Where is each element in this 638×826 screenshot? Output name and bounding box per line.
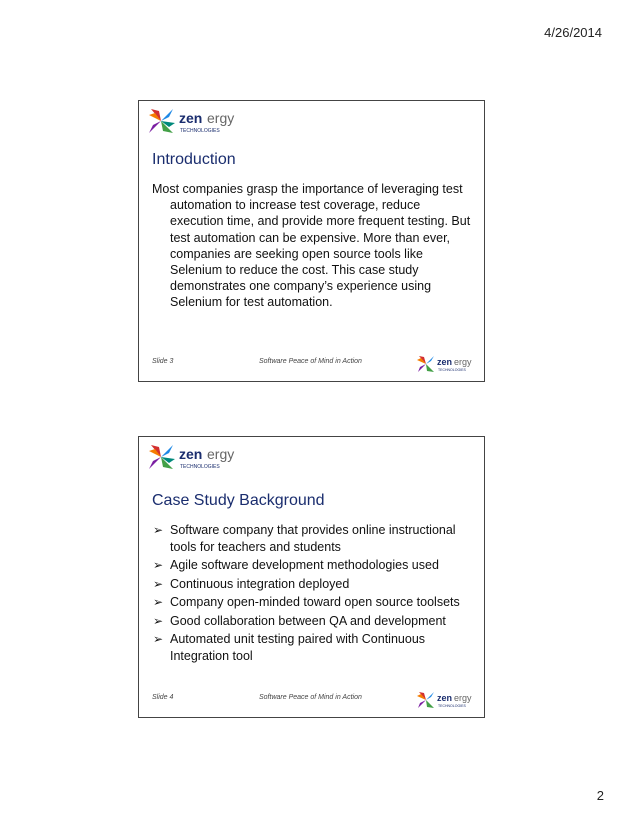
list-item: ➢ Software company that provides online instructional tools for teachers and students — [153, 523, 456, 554]
list-item: ➢ Automated unit testing paired with Continuous Integration tool — [153, 632, 426, 663]
zenergy-footer-logo — [416, 689, 478, 711]
svg-text:TECHNOLOGIES: TECHNOLOGIES — [180, 464, 220, 470]
slide-number: Slide 4 — [152, 694, 174, 701]
svg-text:ergy: ergy — [454, 693, 472, 703]
svg-text:ergy: ergy — [454, 357, 472, 367]
page-number: 2 — [596, 788, 604, 803]
svg-text:TECHNOLOGIES: TECHNOLOGIES — [438, 368, 466, 372]
pinwheel-icon — [417, 692, 434, 708]
arrow-bullet-icon: ➢ — [153, 632, 164, 646]
list-item: ➢ Good collaboration between QA and development — [153, 613, 446, 628]
slide-title: Introduction — [152, 151, 236, 168]
slide-4 — [138, 436, 485, 718]
pinwheel-icon — [417, 356, 434, 372]
svg-text:zen: zen — [179, 446, 203, 462]
zenergy-logo — [147, 441, 247, 473]
footer-tagline: Software Peace of Mind in Action — [259, 358, 362, 365]
arrow-bullet-icon: ➢ — [153, 576, 164, 591]
list-item: ➢ Company open-minded toward open source toolsets — [153, 595, 460, 609]
footer-tagline: Software Peace of Mind in Action — [259, 694, 362, 701]
zenergy-logo — [147, 105, 247, 137]
arrow-bullet-icon: ➢ — [153, 523, 164, 537]
svg-text:zen: zen — [437, 693, 453, 703]
slide-number: Slide 3 — [152, 358, 174, 365]
arrow-bullet-icon: ➢ — [153, 613, 164, 628]
slide-footer — [139, 689, 484, 713]
intro-paragraph: Most companies grasp the importance of leveraging test automation to increase test coverage, reduce execution time, and provide more frequent testing. But test automation can be expensive. More than ever, companies are seeking open source tools like Selenium to reduce the cost. This case study demonstrates one company’s experience using Selenium for test automation. — [152, 182, 471, 310]
page-date: 4/26/2014 — [544, 25, 602, 40]
svg-text:zen: zen — [179, 110, 203, 126]
list-item: ➢ Agile software development methodologies used — [153, 558, 439, 572]
slide-title: Case Study Background — [152, 492, 325, 509]
arrow-bullet-icon: ➢ — [153, 558, 164, 572]
svg-text:ergy: ergy — [207, 446, 235, 462]
svg-text:TECHNOLOGIES: TECHNOLOGIES — [180, 128, 220, 134]
svg-text:zen: zen — [437, 357, 453, 367]
list-item: ➢ Continuous integration deployed — [153, 576, 350, 591]
pinwheel-icon — [149, 445, 175, 469]
svg-text:ergy: ergy — [207, 110, 235, 126]
bullet-list — [152, 522, 477, 666]
arrow-bullet-icon: ➢ — [153, 595, 164, 609]
slide-footer — [139, 353, 484, 377]
svg-text:TECHNOLOGIES: TECHNOLOGIES — [438, 704, 466, 708]
zenergy-footer-logo — [416, 353, 478, 375]
slide-3 — [138, 100, 485, 382]
slide-body — [152, 181, 477, 311]
pinwheel-icon — [149, 109, 175, 133]
